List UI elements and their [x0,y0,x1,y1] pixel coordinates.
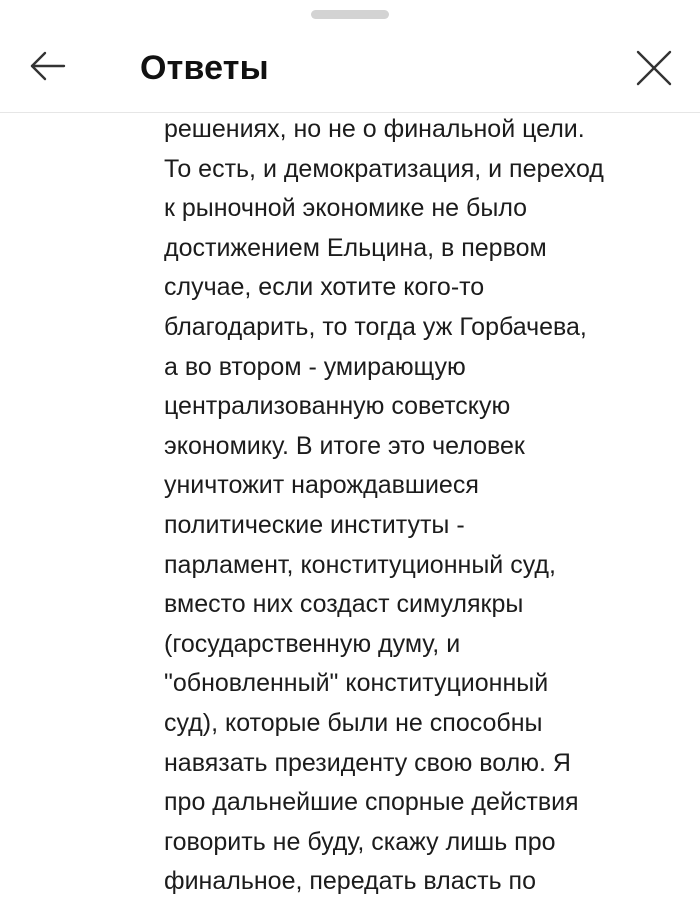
answer-text [164,112,664,902]
answer-line: про дальнейшие спорные действия [164,788,579,817]
answer-line: уничтожит нарождавшиеся [164,471,479,500]
answer-line: достижением Ельцина, в первом [164,233,547,262]
answer-line: благодарить, то тогда уж Горбачева, [164,312,587,341]
answer-line: суд), которые были не способны [164,708,543,737]
answer-line: решениях, но не о финальной цели. [164,115,585,143]
answer-line: навязать президенту свою волю. Я [164,748,571,777]
answer-line: к рыночной экономике не было [164,194,528,223]
answer-line: говорить не буду, скажу лишь про [164,827,556,856]
answer-line: централизованную советскую [164,392,511,421]
page-title: Ответы [140,49,269,87]
answer-line: финальное, передать власть по [164,867,536,896]
answer-line: То есть, и демократизация, и переход [164,154,604,183]
answer-line: политические институты - [164,510,465,539]
answer-line: (государственную думу, и [164,629,461,658]
arrow-left-icon [24,44,72,88]
answer-line: экономику. В итоге это человек [164,431,525,460]
answer-line: "обновленный" конституционный [164,669,549,698]
answer-line: а во втором - умирающую [164,352,466,381]
answer-line: вместо них создаст симулякры [164,590,524,619]
answer-line: случае, если хотите кого-то [164,273,485,302]
back-button[interactable] [24,44,72,88]
answer-content[interactable] [0,112,700,910]
sheet-header [0,0,700,113]
answer-line: парламент, конституционный суд, [164,550,556,579]
close-button[interactable] [630,44,678,92]
close-icon [630,44,678,92]
drag-handle[interactable] [311,10,389,19]
